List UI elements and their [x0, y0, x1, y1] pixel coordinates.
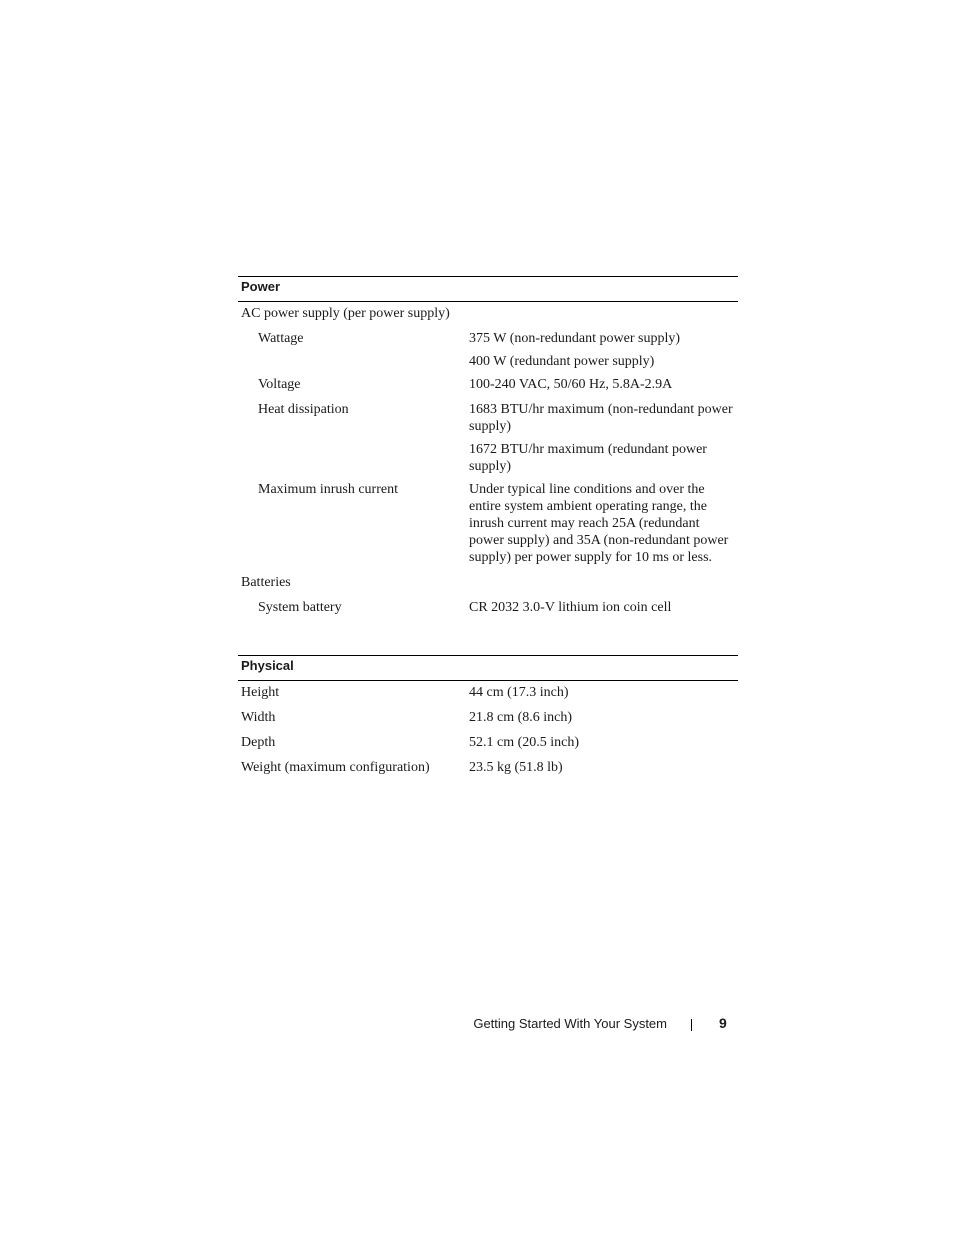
power-heading: Power — [238, 276, 738, 302]
width-row — [238, 706, 738, 731]
footer-title: Getting Started With Your System — [473, 1016, 667, 1031]
depth-label: Depth — [241, 735, 276, 750]
voltage-value: 100-240 VAC, 50/60 Hz, 5.8A-2.9A — [469, 377, 673, 392]
physical-spec-table — [238, 655, 738, 781]
weight-row — [238, 756, 738, 781]
weight-label: Weight (maximum configuration) — [241, 760, 430, 775]
wattage-values — [469, 327, 738, 373]
depth-row — [238, 731, 738, 756]
width-label: Width — [241, 710, 276, 725]
wattage-row — [238, 327, 738, 373]
heat-dissipation-label: Heat dissipation — [258, 402, 349, 417]
heat-dissipation-row — [238, 398, 738, 478]
height-value: 44 cm (17.3 inch) — [469, 685, 569, 700]
inrush-current-row — [238, 478, 738, 571]
power-spec-table — [238, 276, 738, 621]
physical-heading: Physical — [238, 655, 738, 681]
width-value: 21.8 cm (8.6 inch) — [469, 710, 573, 725]
height-row — [238, 681, 738, 706]
voltage-label: Voltage — [258, 377, 301, 392]
height-label: Height — [241, 685, 280, 700]
batteries-subheading: Batteries — [241, 575, 291, 590]
footer-separator — [691, 1019, 692, 1031]
ac-power-supply-subheading: AC power supply (per power supply) — [241, 306, 450, 321]
system-battery-row — [238, 596, 738, 621]
inrush-current-value: Under typical line conditions and over the entire system ambient operating range, the inrush current may reach 25A (redundant power supply) and 35A (non-redundant power supply) per power supply for 10 ms or less. — [469, 482, 729, 565]
heat-dissipation-value-1: 1683 BTU/hr maximum (non-redundant power supply) — [469, 402, 733, 434]
heat-dissipation-value-2: 1672 BTU/hr maximum (redundant power supply) — [469, 442, 707, 474]
wattage-label: Wattage — [258, 331, 304, 346]
inrush-current-label: Maximum inrush current — [258, 482, 398, 497]
weight-value: 23.5 kg (51.8 lb) — [469, 760, 563, 775]
page-footer — [0, 1015, 954, 1035]
system-battery-value: CR 2032 3.0-V lithium ion coin cell — [469, 600, 672, 615]
system-battery-label: System battery — [258, 600, 342, 615]
depth-value: 52.1 cm (20.5 inch) — [469, 735, 580, 750]
page-number: 9 — [719, 1015, 727, 1031]
wattage-value-1: 375 W (non-redundant power supply) — [469, 331, 680, 346]
voltage-row — [238, 373, 738, 398]
wattage-value-2: 400 W (redundant power supply) — [469, 354, 655, 369]
